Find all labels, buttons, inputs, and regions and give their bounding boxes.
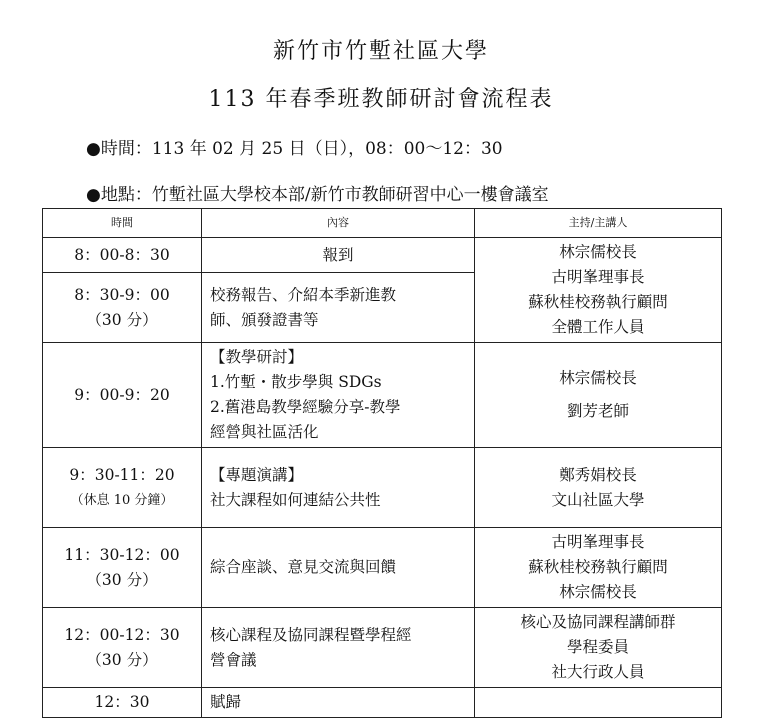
bullet-icon: ● [86, 185, 101, 205]
table-row [43, 528, 722, 608]
time-label: 時間： [100, 139, 152, 159]
row-content: 校務報告、介紹本季新進教 師、頒發證書等 [202, 273, 475, 343]
place-value: 竹塹社區大學校本部/新竹市教師研習中心一樓會議室 [151, 185, 549, 205]
table-row [43, 608, 722, 688]
row-content: 賦歸 [202, 688, 475, 718]
row-content: 核心課程及協同課程暨學程經 營會議 [202, 608, 475, 688]
header-host: 主持/主講人 [475, 209, 722, 238]
row-host-merged: 林宗儒校長 古明峯理事長 蘇秋桂校務執行顧問 全體工作人員 [475, 238, 722, 343]
table-row [43, 343, 722, 448]
info-place [86, 180, 549, 205]
table-header-row [43, 209, 722, 238]
info-time [86, 134, 503, 159]
row-host-empty [475, 688, 722, 718]
page-title: 新竹市竹塹社區大學 [272, 39, 489, 64]
page-subtitle: 113 年春季班教師研討會流程表 [208, 87, 554, 112]
row-time: 12：00-12：30 （30 分） [43, 608, 202, 688]
row-content: 綜合座談、意見交流與回饋 [202, 528, 475, 608]
row-time: 8：00-8：30 [43, 238, 202, 273]
table-row [43, 238, 722, 273]
row-content: 【專題演講】 社大課程如何連結公共性 [202, 448, 475, 528]
place-label: 地點： [100, 185, 152, 205]
header-time: 時間 [43, 209, 202, 238]
row-host: 核心及協同課程講師群 學程委員 社大行政人員 [475, 608, 722, 688]
row-host: 林宗儒校長 劉芳老師 [475, 343, 722, 448]
row-content: 【教學研討】 1.竹塹・散步學與 SDGs 2.舊港島教學經驗分享-教學 經營與社區活化 [202, 343, 475, 448]
row-host: 鄭秀娟校長 文山社區大學 [475, 448, 722, 528]
row-content: 報到 [202, 238, 475, 273]
row-time: 9：00-9：20 [43, 343, 202, 448]
row-host: 古明峯理事長 蘇秋桂校務執行顧問 林宗儒校長 [475, 528, 722, 608]
row-time: 11：30-12：00 （30 分） [43, 528, 202, 608]
header-content: 內容 [202, 209, 475, 238]
table-row [43, 448, 722, 528]
time-value: 113 年 02 月 25 日（日），08：00～12：30 [151, 139, 503, 159]
row-time: 9：30-11：20 （休息 10 分鐘） [43, 448, 202, 528]
schedule-table [42, 208, 722, 718]
row-time: 8：30-9：00 （30 分） [43, 273, 202, 343]
row-time: 12：30 [43, 688, 202, 718]
bullet-icon: ● [86, 139, 101, 159]
table-row [43, 688, 722, 718]
